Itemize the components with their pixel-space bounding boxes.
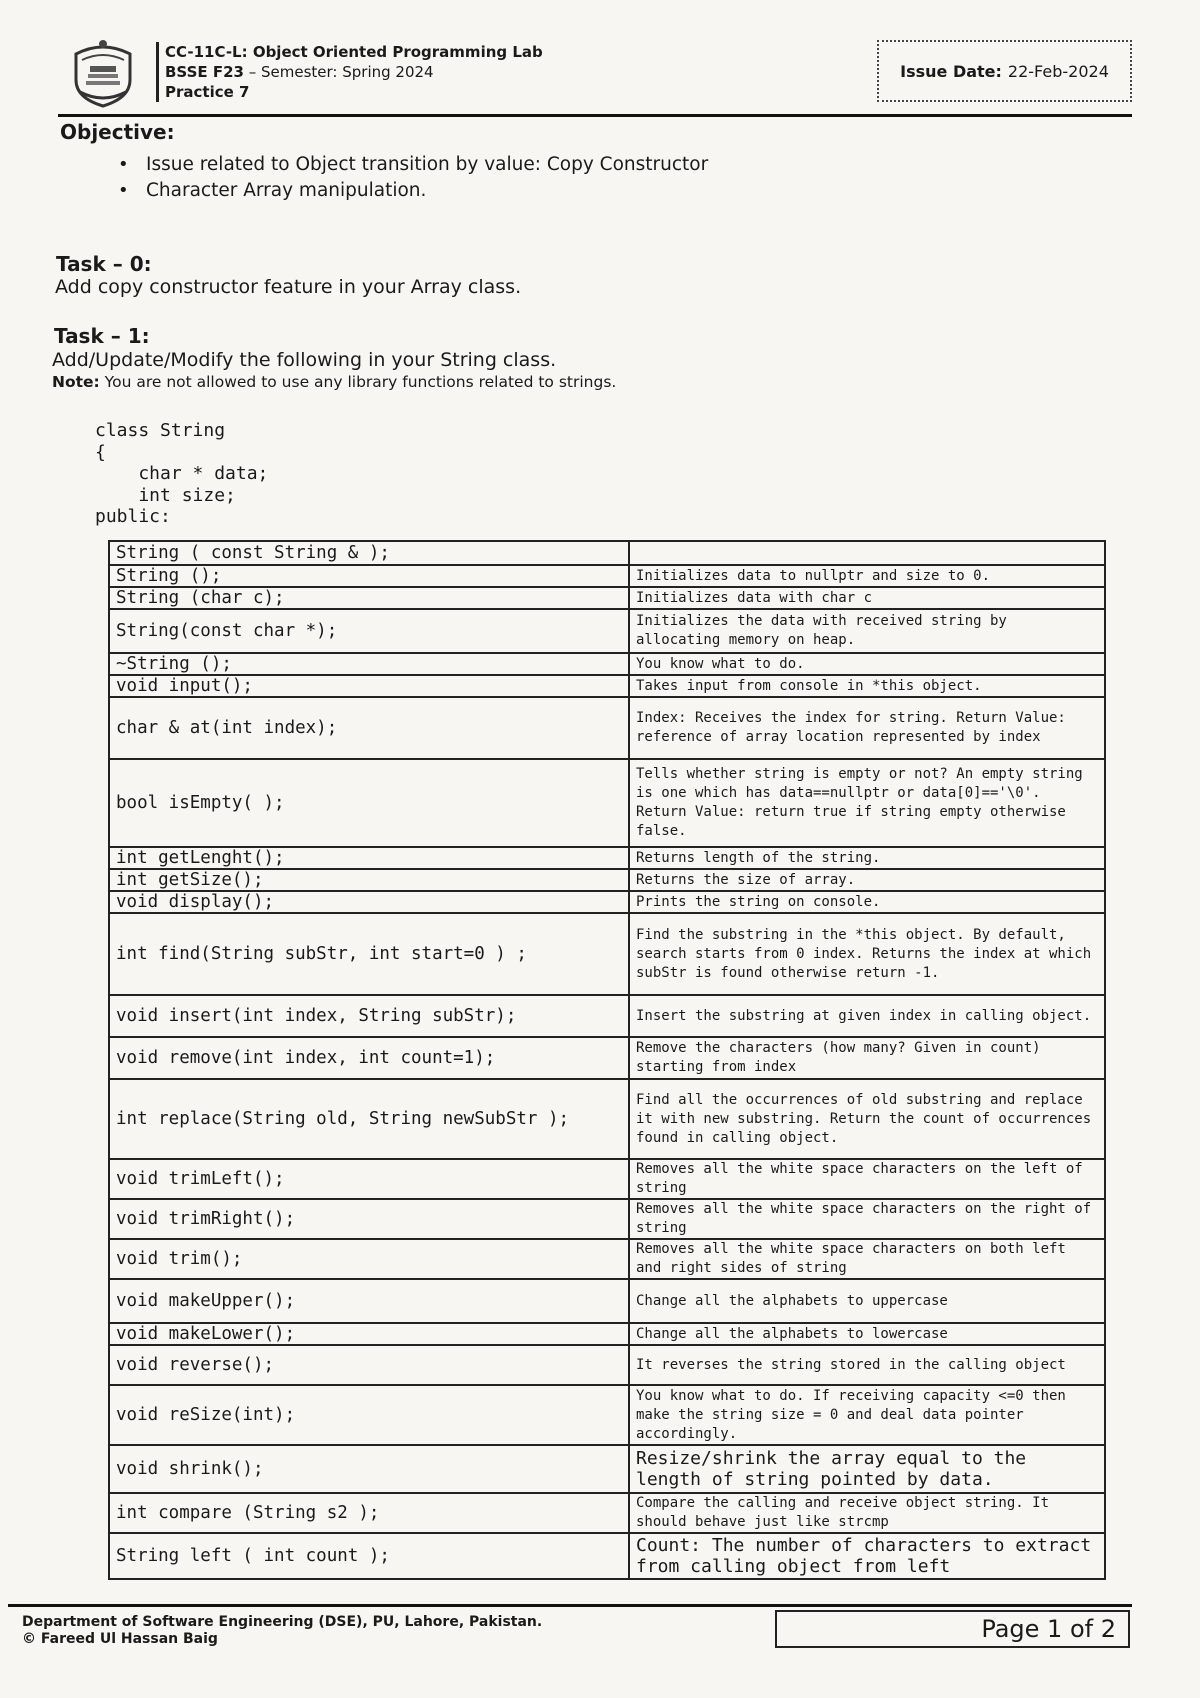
table-row [109,587,1105,609]
method-signature: void trim(); [109,1239,629,1279]
table-row [109,1345,1105,1385]
table-row [109,1199,1105,1239]
method-description: Prints the string on console. [629,891,1105,913]
method-signature: void insert(int index, String subStr); [109,995,629,1037]
method-description: Resize/shrink the array equal to the length of string pointed by data. [629,1445,1105,1493]
method-description: It reverses the string stored in the calling object [629,1345,1105,1385]
footer-divider [8,1604,1132,1607]
table-row [109,869,1105,891]
page-number-box [775,1610,1130,1648]
batch-label: BSSE F23 [165,63,244,81]
method-signature: void display(); [109,891,629,913]
table-row [109,675,1105,697]
method-description: Removes all the white space characters on the right of string [629,1199,1105,1239]
method-description: Initializes the data with received string by allocating memory on heap. [629,609,1105,653]
task1-note [52,373,616,391]
method-description: Insert the substring at given index in calling object. [629,995,1105,1037]
method-signature: int getLenght(); [109,847,629,869]
table-row [109,697,1105,759]
method-signature: bool isEmpty( ); [109,759,629,847]
university-crest-icon [68,34,138,110]
course-info [156,42,543,102]
table-row [109,1385,1105,1445]
method-description: Initializes data to nullptr and size to 0. [629,565,1105,587]
note-text: You are not allowed to use any library functions related to strings. [99,373,617,391]
table-row [109,1493,1105,1533]
code-line: int size; [95,484,236,506]
table-row [109,541,1105,565]
course-title: CC-11C-L: Object Oriented Programming Lab [165,43,543,61]
table-row [109,1533,1105,1579]
method-signature: int compare (String s2 ); [109,1493,629,1533]
method-signature: String (); [109,565,629,587]
method-signature: String(const char *); [109,609,629,653]
code-line: char * data; [95,463,269,484]
objective-title: Objective: [60,120,175,144]
table-row [109,1323,1105,1345]
method-signature: int find(String subStr, int start=0 ) ; [109,913,629,995]
method-signature: String left ( int count ); [109,1533,629,1579]
practice-label: Practice 7 [165,83,250,101]
method-description: You know what to do. [629,653,1105,675]
footer-credits [22,1614,542,1648]
objective-list [118,152,708,204]
table-row [109,913,1105,995]
note-label: Note: [52,373,100,391]
issue-date-value: 22-Feb-2024 [1007,61,1109,81]
table-row [109,1079,1105,1159]
task1-title: Task – 1: [54,324,150,348]
method-description: Compare the calling and receive object string. It should behave just like strcmp [629,1493,1105,1533]
method-signature: void input(); [109,675,629,697]
table-row [109,759,1105,847]
method-description [629,541,1105,565]
method-description: Takes input from console in *this object. [629,675,1105,697]
code-line: { [95,441,106,463]
method-signature: ~String (); [109,653,629,675]
table-row [109,1037,1105,1079]
method-description: You know what to do. If receiving capacity <=0 then make the string size = 0 and deal data pointer accordingly. [629,1385,1105,1445]
code-line: class String [95,420,226,441]
methods-table [108,540,1106,1580]
method-description: Count: The number of characters to extract from calling object from left [629,1533,1105,1579]
page-number: Page 1 of 2 [981,1615,1116,1643]
class-code-block [95,420,268,528]
method-description: Change all the alphabets to uppercase [629,1279,1105,1323]
method-signature: String ( const String & ); [109,541,629,565]
page-header [58,30,1132,118]
method-description: Remove the characters (how many? Given in count) starting from index [629,1037,1105,1079]
method-signature: void makeLower(); [109,1323,629,1345]
method-signature: void trimRight(); [109,1199,629,1239]
method-description: Initializes data with char c [629,587,1105,609]
method-signature: void shrink(); [109,1445,629,1493]
method-signature: void trimLeft(); [109,1159,629,1199]
method-signature: int replace(String old, String newSubStr ); [109,1079,629,1159]
semester-label: – Semester: Spring 2024 [243,63,434,81]
issue-date-box [877,40,1132,102]
method-signature: String (char c); [109,587,629,609]
method-description: Change all the alphabets to lowercase [629,1323,1105,1345]
table-row [109,847,1105,869]
method-description: Index: Receives the index for string. Return Value: reference of array location represented by index [629,697,1105,759]
header-divider [58,114,1132,117]
table-row [109,565,1105,587]
method-signature: void reSize(int); [109,1385,629,1445]
method-description: Removes all the white space characters on the left of string [629,1159,1105,1199]
method-signature: void remove(int index, int count=1); [109,1037,629,1079]
task1-text: Add/Update/Modify the following in your String class. [52,349,557,371]
table-row [109,1239,1105,1279]
table-row [109,609,1105,653]
table-row [109,891,1105,913]
method-description: Returns length of the string. [629,847,1105,869]
objective-item: • Issue related to Object transition by value: Copy Constructor [118,152,708,178]
method-description: Removes all the white space characters on both left and right sides of string [629,1239,1105,1279]
method-description: Find the substring in the *this object. By default, search starts from 0 index. Returns the index at which subStr is found otherwise return -1. [629,913,1105,995]
table-row [109,1279,1105,1323]
department-line: Department of Software Engineering (DSE), PU, Lahore, Pakistan. [22,1614,543,1630]
table-row [109,995,1105,1037]
method-signature: int getSize(); [109,869,629,891]
table-row [109,1445,1105,1493]
issue-date-label: Issue Date: [900,61,1002,81]
task0-text: Add copy constructor feature in your Array class. [55,276,522,298]
copyright-line: © Fareed Ul Hassan Baig [22,1631,218,1647]
task0-title: Task – 0: [56,252,152,276]
method-description: Returns the size of array. [629,869,1105,891]
method-description: Find all the occurrences of old substring and replace it with new substring. Return the count of occurrences found in calling object. [629,1079,1105,1159]
method-signature: char & at(int index); [109,697,629,759]
table-row [109,1159,1105,1199]
objective-item: • Character Array manipulation. [118,178,708,204]
method-signature: void makeUpper(); [109,1279,629,1323]
code-line: public: [95,506,171,527]
method-signature: void reverse(); [109,1345,629,1385]
course-semester [165,62,543,82]
method-description: Tells whether string is empty or not? An empty string is one which has data==nullptr or data[0]=='\0'. Return Value: return true if string empty otherwise false. [629,759,1105,847]
table-row [109,653,1105,675]
